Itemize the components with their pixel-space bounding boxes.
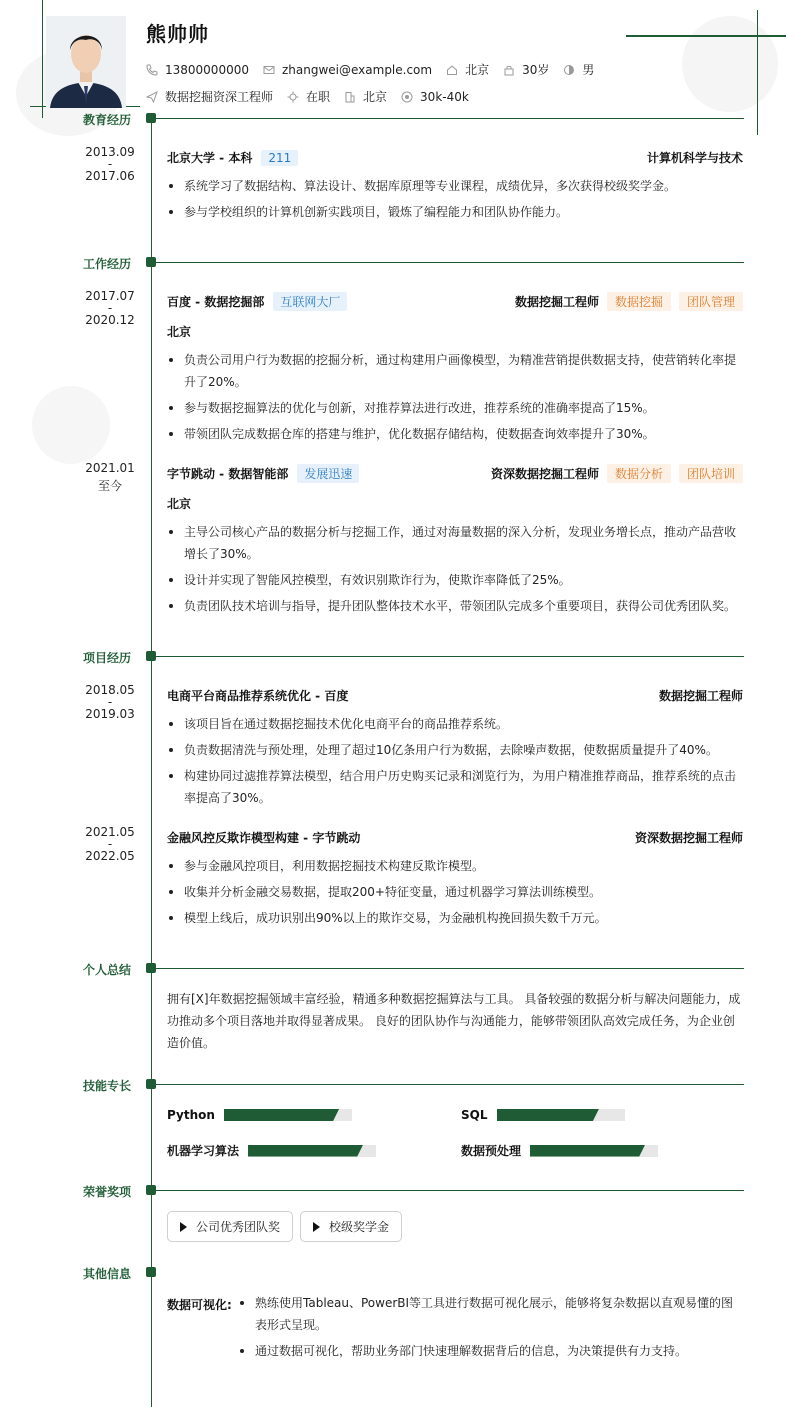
entry-date <box>60 684 160 720</box>
entry-date <box>60 826 160 862</box>
decorative-circle <box>32 386 110 464</box>
award-name: 校级奖学金 <box>329 1220 390 1234</box>
role-text: 资深数据挖掘工程师 <box>490 467 599 481</box>
award-item <box>300 1211 402 1242</box>
list-item: 参与金融风控项目，利用数据挖掘技术构建反欺诈模型。 <box>167 855 744 877</box>
entry-date <box>60 290 160 326</box>
other-bullets <box>238 1292 744 1366</box>
play-icon <box>313 1222 320 1232</box>
award-item <box>167 1211 293 1242</box>
skill-bar-fill <box>248 1145 363 1157</box>
date-end: 2020.12 <box>85 313 135 327</box>
work-role <box>515 292 743 311</box>
other-label: 数据可视化: <box>167 1298 232 1312</box>
date-start: 2013.09 <box>85 145 135 159</box>
work-role <box>491 464 743 483</box>
education-title <box>167 149 298 166</box>
timeline-dot <box>146 1079 156 1089</box>
work-title <box>167 464 359 483</box>
email-icon <box>263 64 275 76</box>
role-text: 资深数据挖掘工程师 <box>634 831 743 845</box>
list-item: 负责公司用户行为数据的挖掘分析，通过构建用户画像模型，为精准营销提供数据支持，使营销转化率提升了20%。 <box>167 349 744 393</box>
timeline-dot <box>146 1267 156 1277</box>
hometown-item <box>446 61 489 78</box>
age-icon <box>503 64 515 76</box>
skill-bar-fill <box>530 1145 645 1157</box>
section-rule <box>156 656 744 657</box>
skill-item <box>167 1108 352 1122</box>
timeline-dot <box>146 257 156 267</box>
list-item: 参与数据挖掘算法的优化与创新，对推荐算法进行改进，推荐系统的准确率提高了15%。 <box>167 397 744 419</box>
skill-bar <box>497 1109 625 1121</box>
status-text: 在职 <box>306 90 331 104</box>
skill-bar-fill <box>224 1109 339 1121</box>
summary-text: 拥有[X]年数据挖掘领域丰富经验，精通多种数据挖掘算法与工具。 具备较强的数据分析与解决问题能力，成功推动多个项目落地并取得显著成果。 良好的团队协作与沟通能力，能够带领团队高效完成任务，为企业创造价值。 <box>167 992 741 1050</box>
decorative-line <box>42 0 43 118</box>
project-title <box>167 687 348 704</box>
gender-item <box>563 61 594 78</box>
list-item: 收集并分析金融交易数据，提取200+特征变量，通过机器学习算法训练模型。 <box>167 881 744 903</box>
list-item: 系统学习了数据结构、算法设计、数据库原理等专业课程，成绩优异，多次获得校级奖学金。 <box>167 175 744 197</box>
company-name: 百度 - 数据挖掘部 <box>167 295 265 309</box>
section-work <box>0 257 794 276</box>
section-title: 荣誉奖项 <box>83 1185 132 1199</box>
list-item: 模型上线后，成功识别出90%以上的欺诈交易，为金融机构挽回损失数千万元。 <box>167 907 744 929</box>
age-text: 30岁 <box>522 63 550 77</box>
section-rule <box>156 1190 744 1191</box>
work-title <box>167 292 347 311</box>
decorative-circle <box>682 16 778 112</box>
position-item <box>146 88 273 105</box>
section-title: 个人总结 <box>83 963 132 977</box>
skill-bar <box>530 1145 658 1157</box>
list-item: 负责数据清洗与预处理，处理了超过10亿条用户行为数据，去除噪声数据，使数据质量提升了40%。 <box>167 739 744 761</box>
section-rule <box>156 262 744 263</box>
date-start: 2018.05 <box>85 683 135 697</box>
school-tag: 211 <box>261 150 298 166</box>
list-item: 该项目旨在通过数据挖掘技术优化电商平台的商品推荐系统。 <box>167 713 744 735</box>
role-tag: 团队管理 <box>679 292 743 311</box>
salary-text: 30k-40k <box>420 89 469 104</box>
list-item: 带领团队完成数据仓库的搭建与维护，优化数据存储结构，使数据查询效率提升了30%。 <box>167 423 744 445</box>
gender-text: 男 <box>582 63 595 77</box>
skill-bar-fill <box>497 1109 599 1121</box>
section-awards <box>0 1185 794 1204</box>
phone-icon <box>146 64 158 76</box>
timeline-dot <box>146 113 156 123</box>
date-sep: - <box>107 695 113 709</box>
city-text: 北京 <box>363 90 388 104</box>
work-city: 北京 <box>167 497 192 511</box>
work-bullets <box>167 521 744 621</box>
award-name: 公司优秀团队奖 <box>196 1220 281 1234</box>
date-start: 2017.07 <box>85 289 135 303</box>
skill-item <box>167 1142 376 1159</box>
hometown-text: 北京 <box>465 63 490 77</box>
skill-bar <box>248 1145 376 1157</box>
contact-row <box>146 61 608 78</box>
date-end: 2022.05 <box>85 849 135 863</box>
section-summary <box>0 963 794 982</box>
section-education <box>0 113 794 132</box>
avatar <box>46 16 126 108</box>
timeline-dot <box>146 1185 156 1195</box>
role-tag: 团队培训 <box>679 464 743 483</box>
play-icon <box>180 1222 187 1232</box>
date-sep: - <box>107 301 113 315</box>
skill-item <box>461 1108 625 1122</box>
list-item: 参与学校组织的计算机创新实践项目，锻炼了编程能力和团队协作能力。 <box>167 201 744 223</box>
section-projects <box>0 651 794 670</box>
entry-date <box>60 146 160 182</box>
skill-name: 数据预处理 <box>461 1144 522 1158</box>
role-text: 数据挖掘工程师 <box>514 295 599 309</box>
project-bullets <box>167 855 744 933</box>
skill-bar <box>224 1109 352 1121</box>
company-name: 字节跳动 - 数据智能部 <box>167 467 289 481</box>
list-item: 通过数据可视化，帮助业务部门快速理解数据背后的信息，为决策提供有力支持。 <box>238 1340 744 1362</box>
status-icon <box>287 91 299 103</box>
company-tag: 发展迅速 <box>297 464 359 483</box>
email-item <box>263 63 432 77</box>
project-role <box>635 829 743 846</box>
date-sep: - <box>107 837 113 851</box>
list-item: 负责团队技术培训与指导，提升团队整体技术水平，带领团队完成多个重要项目，获得公司优秀团队奖。 <box>167 595 744 617</box>
list-item: 主导公司核心产品的数据分析与挖掘工作，通过对海量数据的深入分析，发现业务增长点，推动产品营收增长了30%。 <box>167 521 744 565</box>
candidate-name: 熊帅帅 <box>146 22 209 46</box>
entry-date <box>60 462 160 492</box>
phone-item <box>146 63 249 77</box>
education-bullets <box>167 175 744 227</box>
major-text: 计算机科学与技术 <box>646 151 743 165</box>
role-tag: 数据分析 <box>607 464 671 483</box>
email-text: zhangwei@example.com <box>281 62 433 77</box>
timeline-dot <box>146 651 156 661</box>
section-rule <box>156 968 744 969</box>
section-title: 其他信息 <box>83 1267 132 1281</box>
date-end: 2019.03 <box>85 707 135 721</box>
company-tag: 互联网大厂 <box>273 292 347 311</box>
section-other <box>0 1267 794 1286</box>
project-role <box>659 687 743 704</box>
gender-icon <box>563 64 575 76</box>
project-title <box>167 829 360 846</box>
status-item <box>287 88 330 105</box>
work-city: 北京 <box>167 325 192 339</box>
section-rule <box>156 118 744 119</box>
school-name: 北京大学 - 本科 <box>167 151 253 165</box>
city-item <box>344 88 387 105</box>
section-title: 工作经历 <box>83 257 132 271</box>
skill-name: Python <box>167 1108 215 1122</box>
work-bullets <box>167 349 744 449</box>
date-end: 至今 <box>97 479 122 493</box>
role-text: 数据挖掘工程师 <box>658 689 743 703</box>
salary-icon <box>401 91 413 103</box>
date-start: 2021.05 <box>85 825 135 839</box>
project-name: 电商平台商品推荐系统优化 - 百度 <box>167 689 349 703</box>
skill-name: 机器学习算法 <box>167 1144 240 1158</box>
section-title: 教育经历 <box>83 113 132 127</box>
date-start: 2021.01 <box>85 461 135 475</box>
avatar-illustration <box>46 16 126 108</box>
send-icon <box>146 91 158 103</box>
date-end: 2017.06 <box>85 169 135 183</box>
list-item: 熟练使用Tableau、PowerBI等工具进行数据可视化展示，能够将复杂数据以直观易懂的图表形式呈现。 <box>238 1292 744 1336</box>
role-tag: 数据挖掘 <box>607 292 671 311</box>
job-intent-row <box>146 88 483 105</box>
project-bullets <box>167 713 744 813</box>
decorative-line <box>626 35 786 37</box>
project-name: 金融风控反欺诈模型构建 - 字节跳动 <box>167 831 361 845</box>
section-skills <box>0 1079 794 1098</box>
decorative-line <box>757 10 758 135</box>
position-text: 数据挖掘资深工程师 <box>165 90 274 104</box>
phone-text: 13800000000 <box>165 62 249 77</box>
list-item: 设计并实现了智能风控模型，有效识别欺诈行为，使欺诈率降低了25%。 <box>167 569 744 591</box>
list-item: 构建协同过滤推荐算法模型，结合用户历史购买记录和浏览行为，为用户精准推荐商品，推荐系统的点击率提高了30%。 <box>167 765 744 809</box>
home-icon <box>446 64 458 76</box>
section-title: 项目经历 <box>83 651 132 665</box>
timeline-dot <box>146 963 156 973</box>
date-sep: - <box>107 157 113 171</box>
building-icon <box>344 91 356 103</box>
age-item <box>503 61 549 78</box>
education-major <box>647 149 743 166</box>
salary-item <box>401 90 469 104</box>
skill-name: SQL <box>461 1108 488 1122</box>
section-rule <box>156 1084 744 1085</box>
section-title: 技能专长 <box>83 1079 132 1093</box>
skill-item <box>461 1142 658 1159</box>
